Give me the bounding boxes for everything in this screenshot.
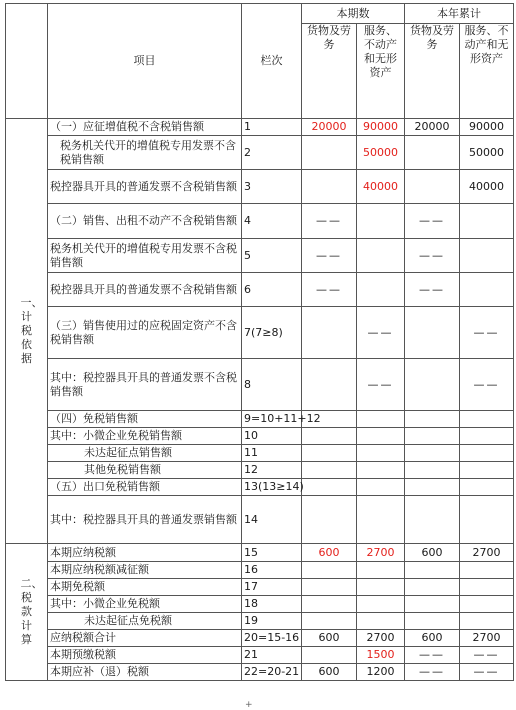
- row-item: 税务机关代开的增值税专用发票不含税销售额: [48, 239, 242, 273]
- cell-goods-current: [302, 562, 357, 579]
- cell-goods-current: ——: [302, 239, 357, 273]
- cell-goods-current: [302, 428, 357, 445]
- table-row: [6, 462, 514, 479]
- cell-services-current: ——: [357, 359, 405, 411]
- row-item: 本期预缴税额: [48, 647, 242, 664]
- cell-services-cumulative: [460, 479, 514, 496]
- cell-goods-cumulative: 20000: [405, 119, 460, 136]
- row-column: 3: [242, 170, 302, 204]
- cell-goods-current: [302, 596, 357, 613]
- row-item: 其他免税销售额: [48, 462, 242, 479]
- table-row: [6, 445, 514, 462]
- row-column: 13(13≥14): [242, 479, 302, 496]
- cell-goods-current: [302, 307, 357, 359]
- cell-services-current: [357, 596, 405, 613]
- row-item: 应纳税额合计: [48, 630, 242, 647]
- cell-services-current: ——: [357, 307, 405, 359]
- cell-services-cumulative: 40000: [460, 170, 514, 204]
- cell-goods-current: [302, 445, 357, 462]
- header-item: 项目: [48, 4, 242, 119]
- cell-services-current: [357, 562, 405, 579]
- cell-services-current: [357, 273, 405, 307]
- table-row: [6, 273, 514, 307]
- cell-services-current: [357, 496, 405, 544]
- table-row: [6, 479, 514, 496]
- row-column: 12: [242, 462, 302, 479]
- header-column-number: 栏次: [242, 4, 302, 119]
- footer-plus-mark: +: [245, 700, 253, 710]
- row-column: 7(7≥8): [242, 307, 302, 359]
- cell-goods-current: [302, 170, 357, 204]
- table-row: [6, 239, 514, 273]
- row-item: （五）出口免税销售额: [48, 479, 242, 496]
- table-row: [6, 664, 514, 681]
- cell-services-cumulative: [460, 204, 514, 239]
- row-column: 18: [242, 596, 302, 613]
- section-tax-basis: 一、计税依据: [6, 119, 48, 544]
- row-column: 19: [242, 613, 302, 630]
- table-row: [6, 204, 514, 239]
- cell-services-cumulative: 2700: [460, 630, 514, 647]
- cell-services-cumulative: ——: [460, 307, 514, 359]
- row-column: 1: [242, 119, 302, 136]
- cell-goods-cumulative: [405, 462, 460, 479]
- table-row: [6, 411, 514, 428]
- cell-services-cumulative: [460, 445, 514, 462]
- row-item: 本期应补（退）税额: [48, 664, 242, 681]
- cell-goods-cumulative: ——: [405, 647, 460, 664]
- row-item: 其中：税控器具开具的普通发票销售额: [48, 496, 242, 544]
- cell-services-current: 2700: [357, 630, 405, 647]
- cell-goods-current: [302, 462, 357, 479]
- table-row: [6, 630, 514, 647]
- cell-goods-cumulative: 600: [405, 544, 460, 562]
- header-current-period: 本期数: [302, 4, 405, 24]
- cell-goods-cumulative: ——: [405, 239, 460, 273]
- cell-services-cumulative: [460, 411, 514, 428]
- cell-services-current: [357, 239, 405, 273]
- cell-goods-cumulative: [405, 479, 460, 496]
- row-column: 8: [242, 359, 302, 411]
- cell-services-cumulative: [460, 596, 514, 613]
- tax-return-table: [5, 3, 514, 681]
- row-column: 21: [242, 647, 302, 664]
- row-column: 6: [242, 273, 302, 307]
- cell-services-current: 2700: [357, 544, 405, 562]
- table-row: [6, 119, 514, 136]
- table-row: [6, 579, 514, 596]
- cell-goods-cumulative: 600: [405, 630, 460, 647]
- cell-services-current: [357, 479, 405, 496]
- cell-goods-cumulative: ——: [405, 204, 460, 239]
- cell-services-cumulative: 90000: [460, 119, 514, 136]
- table-row: [6, 428, 514, 445]
- header-goods-current: 货物及劳务: [302, 24, 357, 119]
- cell-services-current: 50000: [357, 136, 405, 170]
- row-item: （一）应征增值税不含税销售额: [48, 119, 242, 136]
- cell-services-current: [357, 579, 405, 596]
- cell-goods-current: ——: [302, 273, 357, 307]
- cell-services-current: 1500: [357, 647, 405, 664]
- cell-services-cumulative: [460, 462, 514, 479]
- row-item: 本期应纳税额: [48, 544, 242, 562]
- cell-services-current: 40000: [357, 170, 405, 204]
- header-year-cumulative: 本年累计: [405, 4, 514, 24]
- cell-goods-cumulative: [405, 496, 460, 544]
- header-services-current: 服务、不动产和无形资产: [357, 24, 405, 119]
- table-row: [6, 562, 514, 579]
- cell-goods-cumulative: [405, 562, 460, 579]
- row-column: 2: [242, 136, 302, 170]
- cell-goods-current: [302, 613, 357, 630]
- cell-goods-cumulative: ——: [405, 273, 460, 307]
- row-item: 本期免税额: [48, 579, 242, 596]
- row-column: 5: [242, 239, 302, 273]
- row-column: 16: [242, 562, 302, 579]
- cell-services-cumulative: [460, 273, 514, 307]
- cell-services-cumulative: ——: [460, 664, 514, 681]
- cell-goods-cumulative: [405, 613, 460, 630]
- cell-goods-cumulative: [405, 579, 460, 596]
- cell-services-current: [357, 462, 405, 479]
- cell-goods-cumulative: ——: [405, 664, 460, 681]
- row-column: 9=10+11+12: [242, 411, 302, 428]
- row-item: 本期应纳税额减征额: [48, 562, 242, 579]
- cell-goods-cumulative: [405, 596, 460, 613]
- cell-services-current: 1200: [357, 664, 405, 681]
- table-row: [6, 136, 514, 170]
- cell-services-cumulative: [460, 562, 514, 579]
- row-item: 未达起征点销售额: [48, 445, 242, 462]
- cell-services-cumulative: 2700: [460, 544, 514, 562]
- section-tax-calculation: 二、税款计算: [6, 544, 48, 681]
- row-item: （四）免税销售额: [48, 411, 242, 428]
- table-row: [6, 359, 514, 411]
- table-row: [6, 170, 514, 204]
- table-row: [6, 613, 514, 630]
- cell-services-current: [357, 445, 405, 462]
- table-row: [6, 647, 514, 664]
- cell-goods-cumulative: [405, 170, 460, 204]
- row-item: 未达起征点免税额: [48, 613, 242, 630]
- cell-services-current: [357, 428, 405, 445]
- row-column: 15: [242, 544, 302, 562]
- row-column: 17: [242, 579, 302, 596]
- cell-goods-cumulative: [405, 136, 460, 170]
- row-item: 税控器具开具的普通发票不含税销售额: [48, 170, 242, 204]
- cell-goods-current: [302, 359, 357, 411]
- table-row: [6, 544, 514, 562]
- row-column: 20=15-16: [242, 630, 302, 647]
- cell-goods-current: [302, 647, 357, 664]
- cell-services-cumulative: ——: [460, 359, 514, 411]
- row-item: 其中：小微企业免税销售额: [48, 428, 242, 445]
- row-column: 11: [242, 445, 302, 462]
- cell-goods-current: 600: [302, 630, 357, 647]
- row-item: （三）销售使用过的应税固定资产不含税销售额: [48, 307, 242, 359]
- cell-services-cumulative: [460, 579, 514, 596]
- cell-goods-cumulative: [405, 307, 460, 359]
- cell-goods-current: 600: [302, 664, 357, 681]
- row-item: 税控器具开具的普通发票不含税销售额: [48, 273, 242, 307]
- row-column: 4: [242, 204, 302, 239]
- table-row: [6, 496, 514, 544]
- cell-services-cumulative: ——: [460, 647, 514, 664]
- row-item: 税务机关代开的增值税专用发票不含税销售额: [48, 136, 242, 170]
- cell-services-cumulative: [460, 239, 514, 273]
- header-goods-cumulative: 货物及劳务: [405, 24, 460, 119]
- row-item: （二）销售、出租不动产不含税销售额: [48, 204, 242, 239]
- cell-services-current: [357, 204, 405, 239]
- cell-services-cumulative: [460, 428, 514, 445]
- cell-goods-current: ——: [302, 204, 357, 239]
- cell-goods-cumulative: [405, 445, 460, 462]
- cell-goods-current: 600: [302, 544, 357, 562]
- cell-goods-current: [302, 579, 357, 596]
- row-column: 10: [242, 428, 302, 445]
- cell-services-cumulative: [460, 496, 514, 544]
- cell-goods-cumulative: [405, 411, 460, 428]
- cell-services-current: [357, 411, 405, 428]
- header-services-cumulative: 服务、不动产和无形资产: [460, 24, 514, 119]
- row-column: 22=20-21: [242, 664, 302, 681]
- header-corner: [6, 4, 48, 119]
- cell-goods-current: [302, 496, 357, 544]
- cell-services-current: [357, 613, 405, 630]
- cell-goods-current: [302, 136, 357, 170]
- row-column: 14: [242, 496, 302, 544]
- table-row: [6, 307, 514, 359]
- cell-services-cumulative: 50000: [460, 136, 514, 170]
- cell-services-cumulative: [460, 613, 514, 630]
- cell-goods-cumulative: [405, 428, 460, 445]
- cell-goods-current: 20000: [302, 119, 357, 136]
- cell-services-current: 90000: [357, 119, 405, 136]
- table-row: [6, 596, 514, 613]
- cell-goods-current: [302, 479, 357, 496]
- cell-goods-cumulative: [405, 359, 460, 411]
- row-item: 其中：小微企业免税额: [48, 596, 242, 613]
- row-item: 其中：税控器具开具的普通发票不含税销售额: [48, 359, 242, 411]
